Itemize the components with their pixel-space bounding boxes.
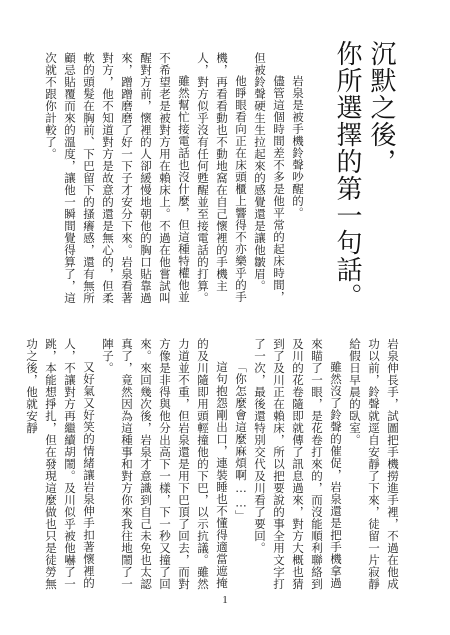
body-text-lower bbox=[25, 338, 402, 600]
page-number: 1 bbox=[222, 594, 228, 606]
paragraph: 岩泉是被手機鈴聲吵醒的。 bbox=[291, 75, 305, 219]
paragraph: 「你怎麼會這麼麻煩啊……」 bbox=[234, 361, 248, 522]
paragraph: 雖然沒了鈴聲的催促，岩泉還是把手機拿過來瞄了一眼，是花卷打來的，而沒能順利聯絡到及川的花卷隨即就傳了訊息過來，對方大概也猜到了及川正在賴床，所以把要說的事全用文字打了一次，最後還特別交代及川看了要回。 bbox=[253, 338, 343, 590]
paragraph: 他睜眼看向正在床頭櫃上響得不亦樂乎的手機，再看看動也不動地窩在自己懷裡的手機主人，對方似乎沒有任何甦醒並至接電話的打算。 bbox=[196, 52, 248, 304]
chapter-title: 沉默之後， 你所選擇的第一句話。 bbox=[332, 40, 396, 310]
paragraph: 岩泉伸長手，試圖把手機撈進手裡，不過在他成功以前，鈴聲就逕自安靜了下來，徒留一片寂靜給假日早晨的臥室。 bbox=[348, 338, 400, 590]
paragraph: 雖然幫忙接電話也沒什麼，但這種特權他並不希望老是被對方用在賴床上。不過在他嘗試叫醒對方前，懷裡的人卻緩慢地朝他的胸口貼靠過來，蹭蹭磨磨了好一下子才安分下來。岩泉看著對方，他不知道對方是故意的還是無心的，但柔軟的頭髮在胸前、下巴留下的搔癢感，還有無所顧忌貼覆而來的溫度，讓他一瞬間覺得算了，這次就不跟你計較了。 bbox=[44, 52, 191, 304]
body-text-upper bbox=[44, 52, 307, 314]
paragraph: 儘管這個時間差不多是他平常的起床時間，但被鈴聲硬生生拉起來的感覺還是讓他皺眉。 bbox=[253, 52, 286, 303]
paragraph: 這句抱怨剛出口，連裝睡也不懂得適當遮掩的及川隨即用頭輕撞他的下巴，以示抗議。雖然力道並不重，但岩泉還是用下巴頂了回去，而對方像是非得與他分出高下一樣，下一秒又撞了回來。來回幾次後，岩泉才意識到自己未免也太認真了，竟然因為這種事和對方你來我往地鬧了一陣子。 bbox=[101, 338, 229, 590]
paragraph: 又好氣又好笑的情緒讓岩泉伸手扣著懷裡的人，不讓對方再繼續胡鬧。及川似乎被他嚇了一跳，本能想掙扎，但在發現這麼做也只是徒勞無功之後，他就安靜 bbox=[25, 338, 96, 590]
